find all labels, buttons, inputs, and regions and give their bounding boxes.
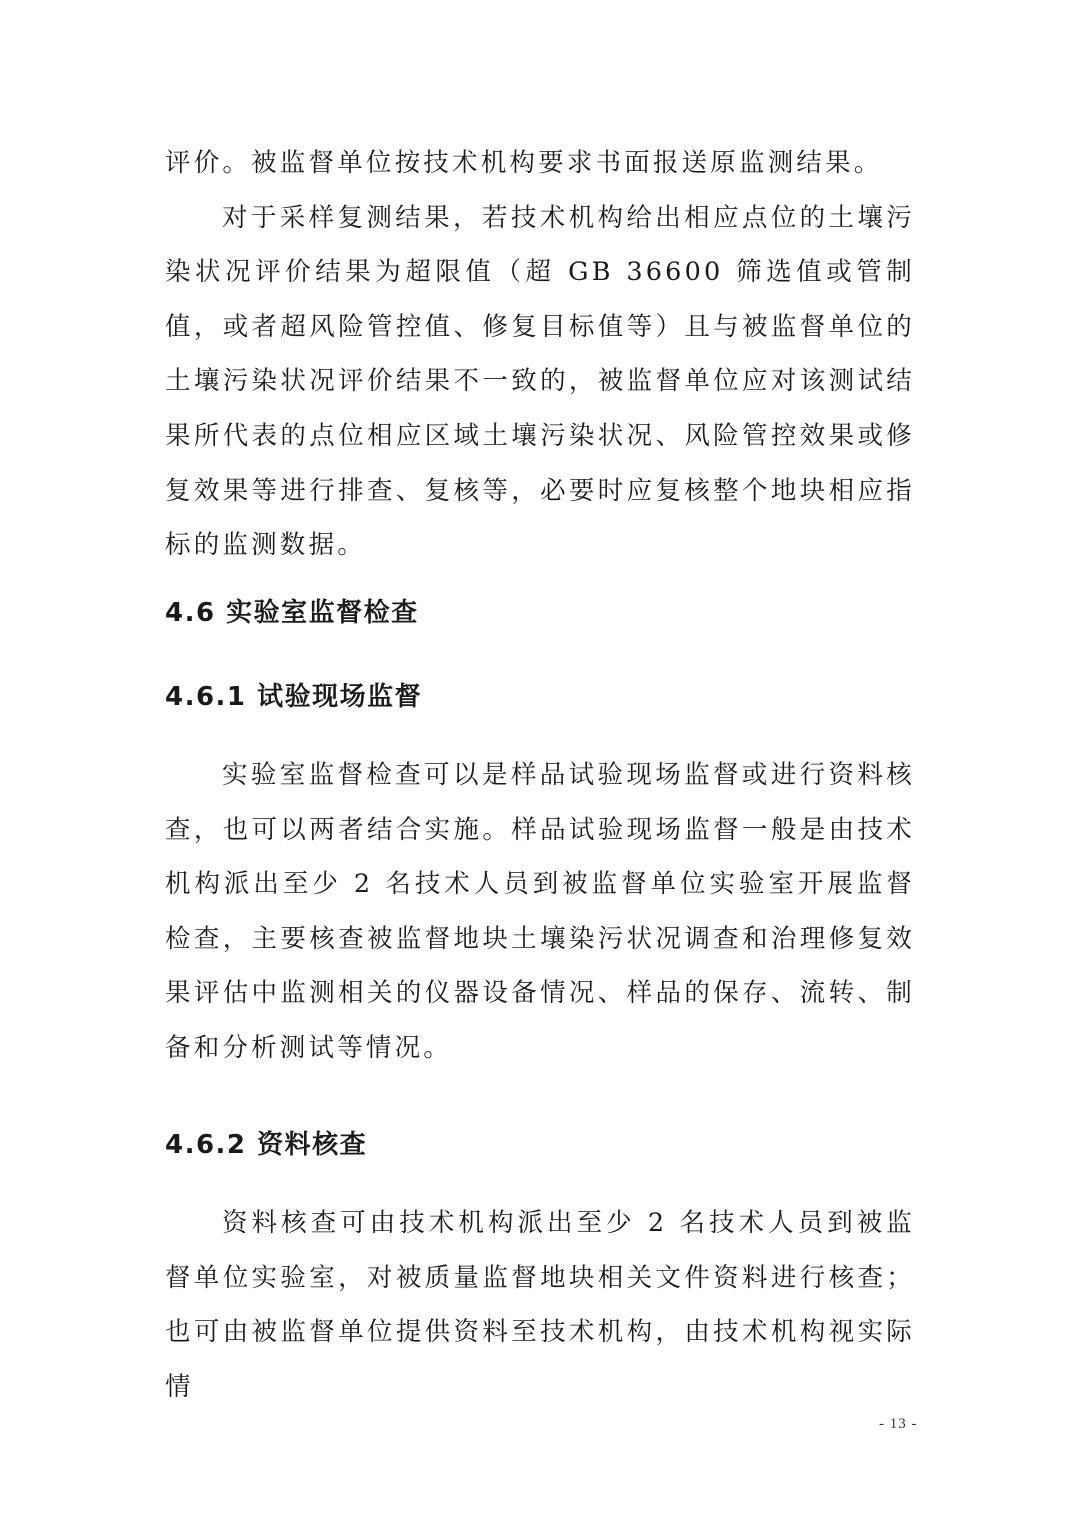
section-heading-4-6: 4.6 实验室监督检查 [165,598,419,628]
paragraph-document-review: 资料核查可由技术机构派出至少 2 名技术人员到被监督单位实验室，对被质量监督地块相关文件资料进行核查；也可由被监督单位提供资料至技术机构，由技术机构视实际情 [165,1208,915,1402]
section-heading-4-6-1: 4.6.1 试验现场监督 [165,682,423,712]
body-text-block-4-6-2 [165,1196,915,1414]
body-text-block-top [165,136,915,573]
body-text-block-4-6-1 [165,748,915,1076]
paragraph-onsite-supervision: 实验室监督检查可以是样品试验现场监督或进行资料核查，也可以两者结合实施。样品试验现场监督一般是由技术机构派出至少 2 名技术人员到被监督单位实验室开展监督检查，主要核查被监督地块土壤染污状况调查和治理修复效果评估中监测相关的仪器设备情况、样品的保存、流转、制备和分析测试等情况。 [165,760,915,1063]
paragraph-resampling-results: 对于采样复测结果，若技术机构给出相应点位的土壤污染状况评价结果为超限值（超 GB 36600 筛选值或管制值，或者超风险管控值、修复目标值等）且与被监督单位的土壤污染状况评价结果不一致的，被监督单位应对该测试结果所代表的点位相应区域土壤污染状况、风险管控效果或修复效果等进行排查、复核等，必要时应复核整个地块相应指标的监测数据。 [165,202,915,561]
paragraph-continuation: 评价。被监督单位按技术机构要求书面报送原监测结果。 [165,148,883,178]
page-number: - 13 - [879,1416,918,1432]
section-heading-4-6-2: 4.6.2 资料核查 [165,1130,368,1160]
